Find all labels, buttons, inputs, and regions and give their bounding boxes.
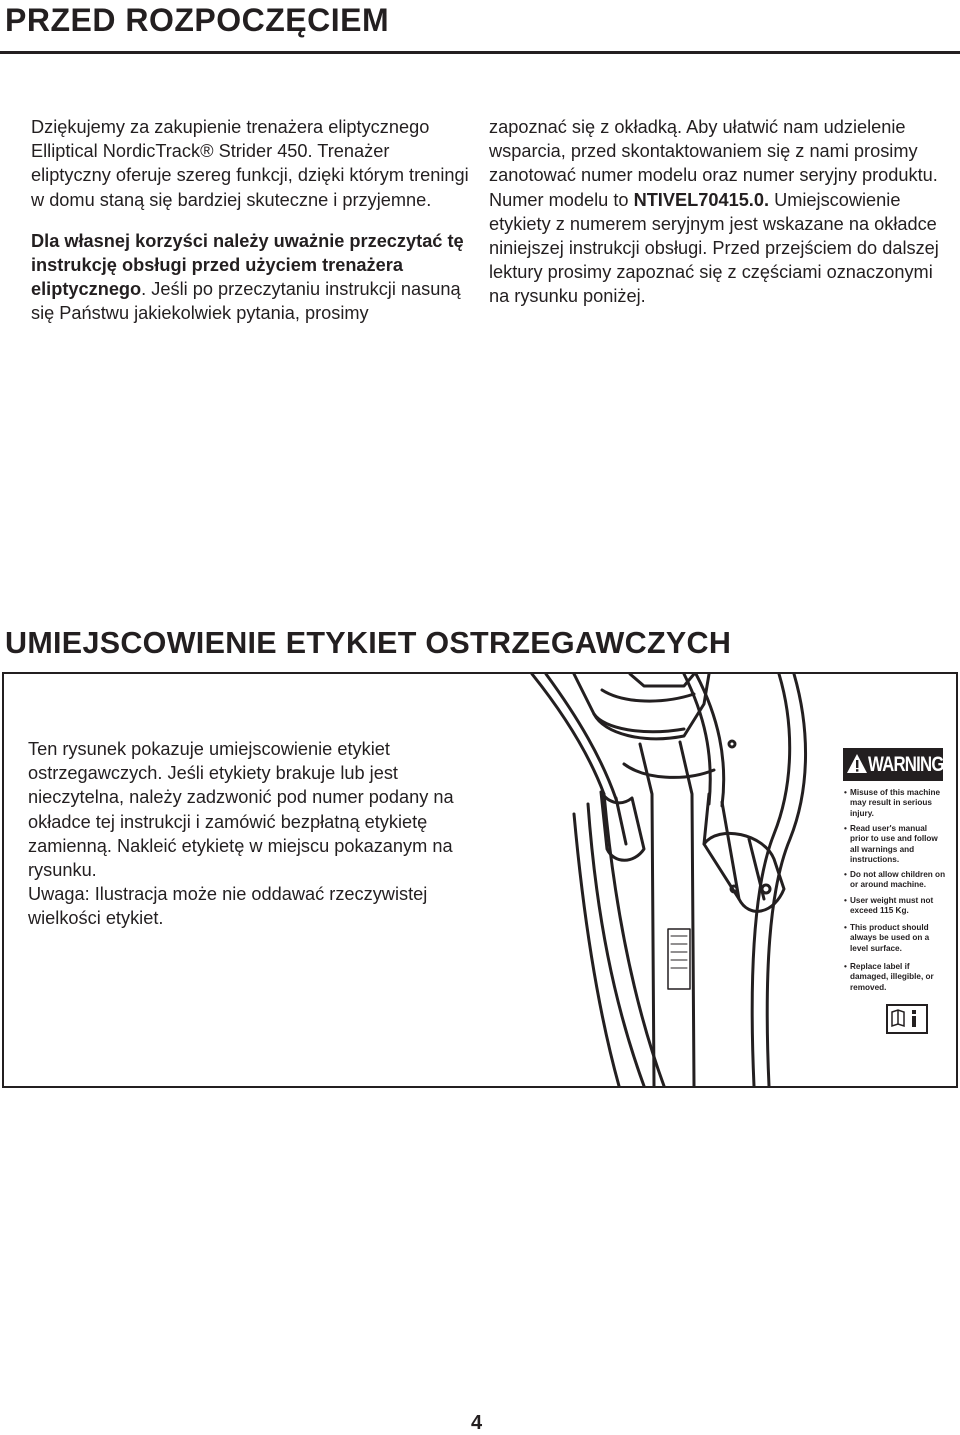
warning-label-item: • Replace label if damaged, illegible, or removed.	[844, 962, 946, 993]
warning-label-item: • Do not allow children on or around machine.	[844, 870, 946, 891]
section-title-warning-labels: UMIEJSCOWIENIE ETYKIET OSTRZEGAWCZYCH	[5, 626, 732, 660]
intro-paragraph-1: Dziękujemy za zakupienie trenażera eliptycznego Elliptical NordicTrack® Strider 450. Trenażer eliptyczny oferuje szereg funkcji, dzięki którym treningi w domu staną się bardziej skuteczne i przyjemne.	[31, 117, 469, 210]
warning-label-item: • User weight must not exceed 115 Kg.	[844, 896, 946, 917]
intro-paragraph-3	[489, 115, 949, 309]
warning-label	[840, 746, 946, 1046]
intro-left-column	[31, 115, 471, 326]
intro-paragraph-2	[31, 229, 471, 326]
title-rule	[0, 51, 960, 54]
page-number: 4	[471, 1412, 483, 1434]
intro-paragraph-2-rest: . Jeśli po przeczytaniu instrukcji nasuną się Państwu jakiekolwiek pytania, prosimy	[31, 279, 461, 324]
warning-label-item: • This product should always be used on a level surface.	[844, 923, 946, 954]
manual-info-icon	[886, 1004, 928, 1034]
illustration-frame	[2, 672, 958, 1088]
warning-triangle-icon	[846, 753, 868, 775]
warning-label-item: • Misuse of this machine may result in serious injury.	[844, 788, 946, 819]
warning-label-heading: WARNING	[868, 753, 944, 776]
model-number: NTIVEL70415.0.	[633, 189, 770, 210]
intro-right-column	[489, 115, 949, 309]
warning-labels-description: Ten rysunek pokazuje umiejscowienie etykiet ostrzegawczych. Jeśli etykiety brakuje lub jest nieczytelna, należy zadzwonić pod numer podany na okładce tej instrukcji i zamówić bezpłatną etykietę zamienną. Naklеić etykietę w miejscu pokazanym na rysunku.	[28, 739, 454, 881]
page-title: PRZED ROZPOCZĘCIEM	[5, 2, 390, 38]
warning-label-header	[843, 748, 943, 781]
intro-paragraph-3-end: Umiejscowienie etykiety z numerem seryjnym jest wskazane na okładce niniejszej instrukcji obsługi. Przed przejściem do dalszej lektury prosimy zapoznać się z częściami oznaczonymi na rysunku poniżej.	[489, 189, 939, 307]
intro-paragraph-3-start: zapoznać się z okładką. Aby ułatwić nam udzielenie wsparcia, przed skontaktowaniem się z nami prosimy zanotować numer modelu oraz numer seryjny produktu. Numer modelu to	[489, 117, 938, 210]
warning-labels-text	[28, 737, 488, 931]
intro-emphasis: Dla własnej korzyści należy uważnie przeczytać tę instrukcję obsługi przed użyciem trenażera eliptycznego	[31, 230, 464, 300]
warning-labels-note: Uwaga: Ilustracja może nie oddawać rzeczywistej wielkości etykiet.	[28, 884, 428, 929]
warning-label-item: • Read user's manual prior to use and follow all warnings and instructions.	[844, 824, 946, 866]
